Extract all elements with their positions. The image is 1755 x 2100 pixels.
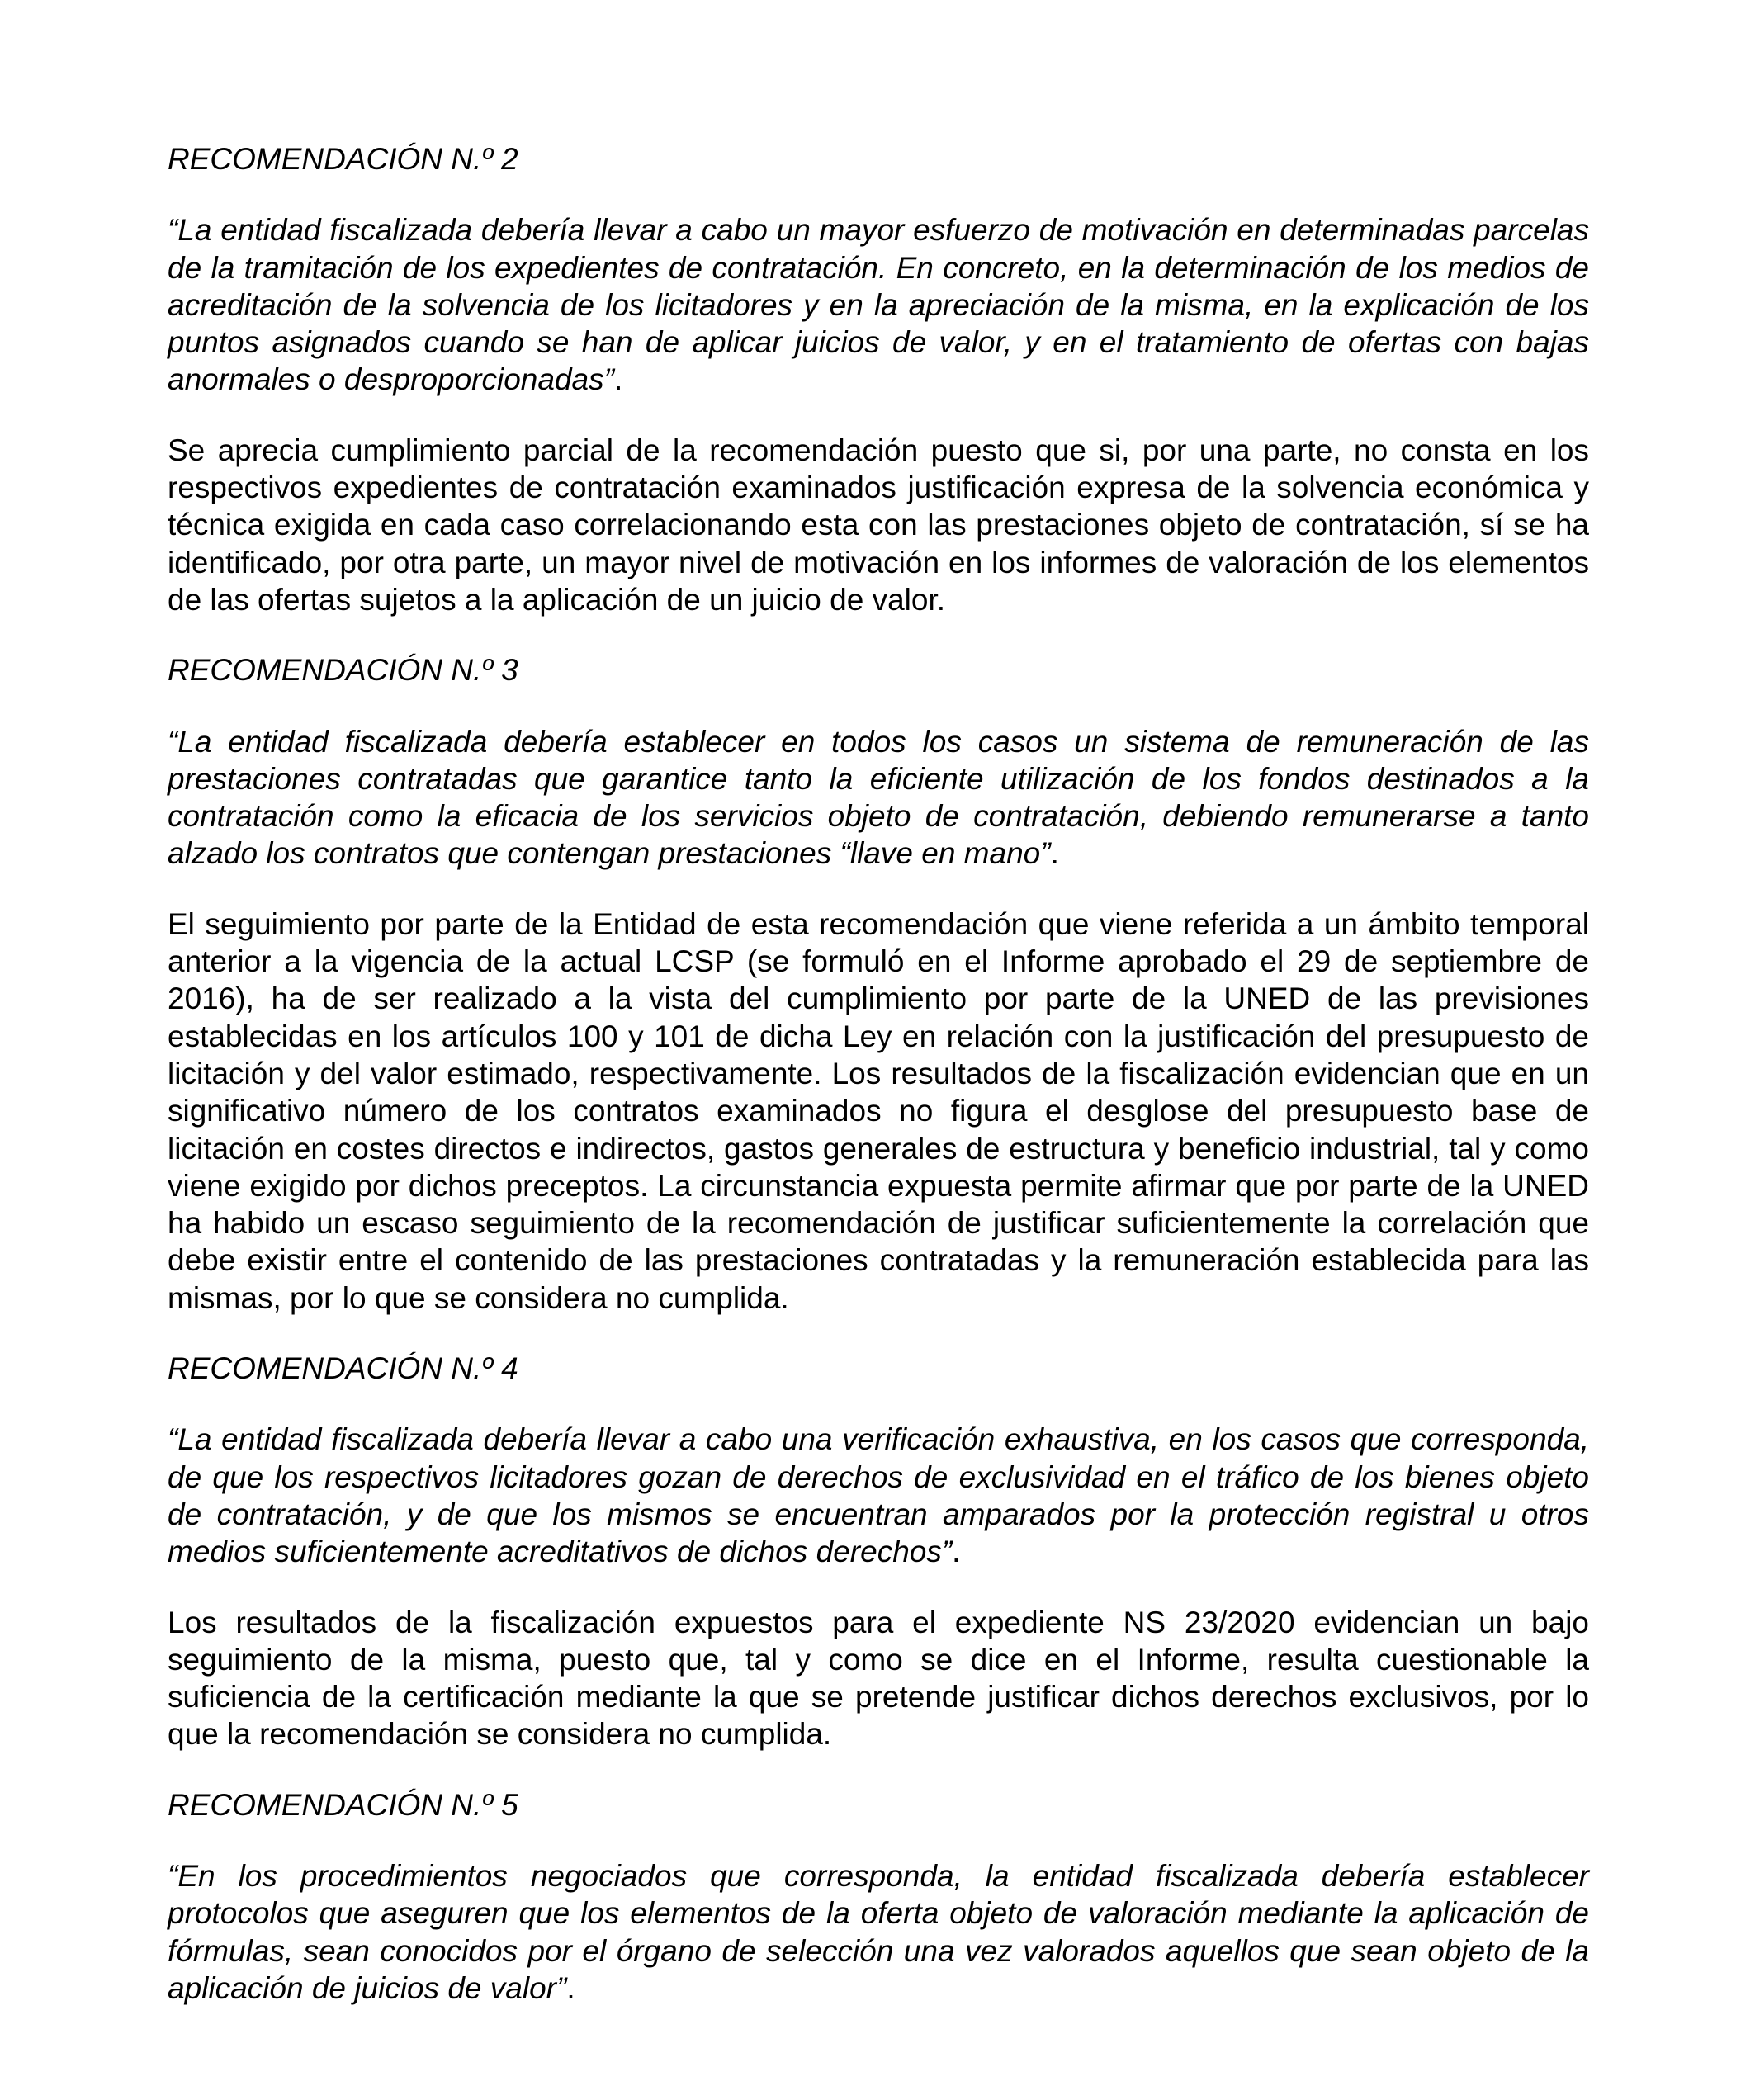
recommendation-3-assessment: El seguimiento por parte de la Entidad de esta recomendación que viene referida a un ámbito temporal anterior a la vigencia de la actual LCSP (se formuló en el Informe aprobado el 29 de septiembre de 2016), ha de ser realizado a la vista del cumplimiento por parte de la UNED de las previsiones establecidas en los artículos 100 y 101 de dicha Ley en relación con la justificación del presupuesto de licitación y del valor estimado, respectivamente. Los resultados de la fiscalización evidencian que en un significativo número de los contratos examinados no figura el desglose del presupuesto base de licitación en costes directos e indirectos, gastos generales de estructura y beneficio industrial, tal y como viene exigido por dichos preceptos. La circunstancia expuesta permite afirmar que por parte de la UNED ha habido un escaso seguimiento de la recomendación de justificar suficientemente la correlación que debe existir entre el contenido de las prestaciones contratadas y la remuneración establecida para las mismas, por lo que se considera no cumplida. xyxy=(168,906,1589,1315)
recommendation-2-quote xyxy=(168,211,1589,398)
recommendation-4-quote xyxy=(168,1421,1589,1570)
recommendation-5-quote-text: “En los procedimientos negociados que corresponda, la entidad fiscalizada debería establecer protocolos que aseguren que los elementos de la oferta objeto de valoración mediante la aplicación de fórmulas, sean conocidos por el órgano de selección una vez valorados aquellos que sean objeto de la aplicación de juicios de valor” xyxy=(168,1858,1589,2005)
recommendation-3-quote-tail: . xyxy=(1050,836,1059,871)
recommendation-3-heading: RECOMENDACIÓN N.º 3 xyxy=(168,653,518,688)
recommendation-4-quote-tail: . xyxy=(952,1535,961,1569)
document-page xyxy=(168,140,1589,2040)
recommendation-2 xyxy=(168,140,1589,618)
recommendation-5-quote xyxy=(168,1857,1589,2007)
recommendation-5-quote-tail: . xyxy=(566,1970,575,2005)
recommendation-5 xyxy=(168,1786,1589,2007)
recommendation-5-heading: RECOMENDACIÓN N.º 5 xyxy=(168,1787,518,1822)
recommendation-2-quote-tail: . xyxy=(613,362,623,397)
recommendation-4-assessment: Los resultados de la fiscalización expuestos para el expediente NS 23/2020 evidencian un bajo seguimiento de la misma, puesto que, tal y como se dice en el Informe, resulta cuestionable la suficiencia de la certificación mediante la que se pretende justificar dichos derechos exclusivos, por lo que la recomendación se considera no cumplida. xyxy=(168,1605,1589,1752)
recommendation-3-quote-text: “La entidad fiscalizada debería establecer en todos los casos un sistema de remuneración de las prestaciones contratadas que garantice tanto la eficiente utilización de los fondos destinados a la contratación como la eficacia de los servicios objeto de contratación, debiendo remunerarse a tanto alzado los contratos que contengan prestaciones “llave en mano” xyxy=(168,724,1589,871)
recommendation-2-assessment: Se aprecia cumplimiento parcial de la recomendación puesto que si, por una parte, no consta en los respectivos expedientes de contratación examinados justificación expresa de la solvencia económica y técnica exigida en cada caso correlacionando esta con las prestaciones objeto de contratación, sí se ha identificado, por otra parte, un mayor nivel de motivación en los informes de valoración de los elementos de las ofertas sujetos a la aplicación de un juicio de valor. xyxy=(168,433,1589,617)
recommendation-3-quote xyxy=(168,723,1589,873)
recommendation-3 xyxy=(168,651,1589,1317)
recommendation-2-heading: RECOMENDACIÓN N.º 2 xyxy=(168,142,518,176)
recommendation-4-quote-text: “La entidad fiscalizada debería llevar a cabo una verificación exhaustiva, en los casos que corresponda, de que los respectivos licitadores gozan de derechos de exclusividad en el tráfico de los bienes objeto de contratación, y de que los mismos se encuentran amparados por la protección registral u otros medios suficientemente acreditativos de dichos derechos” xyxy=(168,1422,1589,1569)
recommendation-2-quote-text: “La entidad fiscalizada debería llevar a cabo un mayor esfuerzo de motivación en determinadas parcelas de la tramitación de los expedientes de contratación. En concreto, en la determinación de los medios de acreditación de la solvencia de los licitadores y en la apreciación de la misma, en la explicación de los puntos asignados cuando se han de aplicar juicios de valor, y en el tratamiento de ofertas con bajas anormales o desproporcionadas” xyxy=(168,213,1589,397)
recommendation-4 xyxy=(168,1350,1589,1753)
recommendation-4-heading: RECOMENDACIÓN N.º 4 xyxy=(168,1351,518,1386)
